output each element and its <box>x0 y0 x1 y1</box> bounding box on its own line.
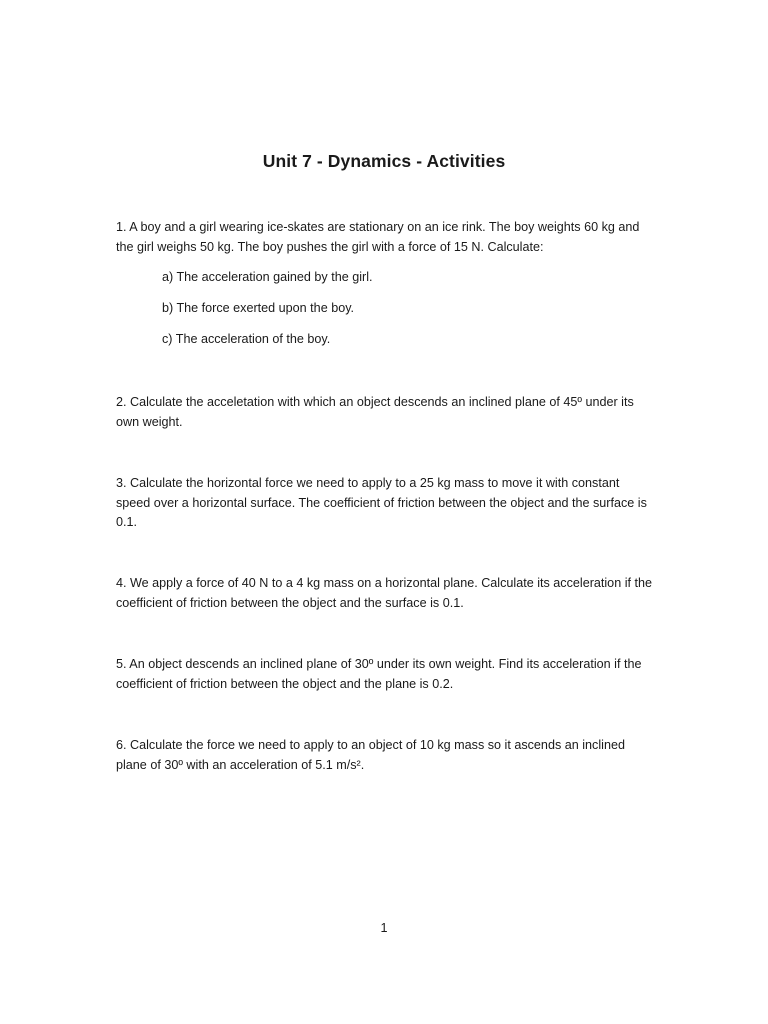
question-3: 3. Calculate the horizontal force we need to apply to a 25 kg mass to move it with constant speed over a horizontal surface. The coefficient of friction between the object and the surface is 0.1. <box>116 476 647 529</box>
question-1: 1. A boy and a girl wearing ice-skates are stationary on an ice rink. The boy weights 60 kg and the girl weighs 50 kg. The boy pushes the girl with a force of 15 N. Calculate: <box>116 220 640 254</box>
question-1-part-a: a) The acceleration gained by the girl. <box>162 270 373 284</box>
question-1-part-c: c) The acceleration of the boy. <box>162 332 331 346</box>
question-2: 2. Calculate the acceletation with which an object descends an inclined plane of 45º under its own weight. <box>116 395 634 429</box>
question-6: 6. Calculate the force we need to apply to an object of 10 kg mass so it ascends an inclined plane of 30º with an acceleration of 5.1 m/s². <box>116 738 625 772</box>
question-5: 5. An object descends an inclined plane of 30º under its own weight. Find its acceleration if the coefficient of friction between the object and the plane is 0.2. <box>116 657 642 691</box>
question-1-part-b: b) The force exerted upon the boy. <box>162 301 355 315</box>
page-title: Unit 7 - Dynamics - Activities <box>262 151 506 171</box>
page-number: 1 <box>380 921 388 935</box>
question-4: 4. We apply a force of 40 N to a 4 kg mass on a horizontal plane. Calculate its acceleration if the coefficient of friction between the object and the surface is 0.1. <box>116 576 652 610</box>
